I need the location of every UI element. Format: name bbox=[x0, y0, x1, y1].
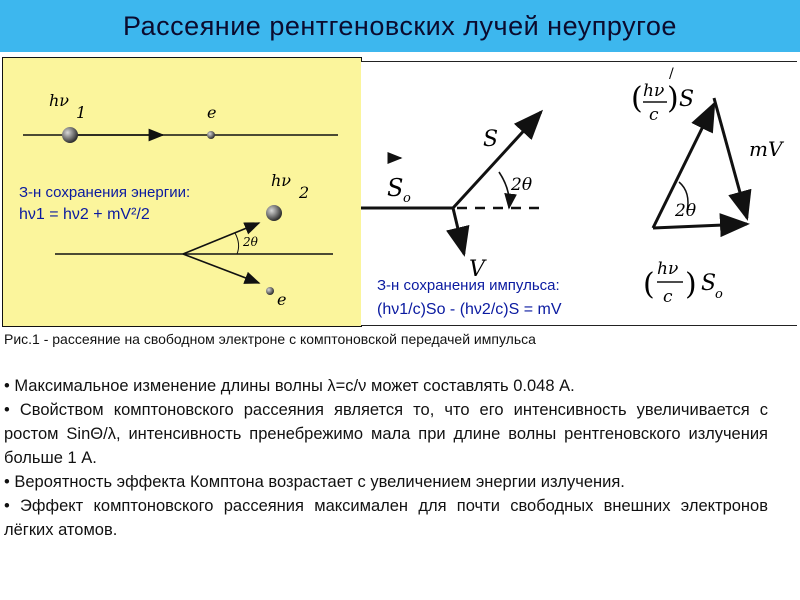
bullet-list bbox=[4, 374, 768, 542]
energy-conservation-law bbox=[19, 182, 190, 226]
bullet-item: • Эффект комптоновского рассеяния максимален для почти свободных внешних электронов лёгких атомов. bbox=[4, 497, 768, 539]
top-c: c bbox=[649, 105, 659, 125]
photon-in-label: hν bbox=[49, 91, 70, 110]
title-bar bbox=[0, 0, 800, 52]
top-paren-close: ) bbox=[667, 81, 679, 116]
top-paren-open: ( bbox=[631, 81, 643, 116]
v-vector-arrow bbox=[453, 208, 464, 254]
s0-sub: o bbox=[403, 191, 411, 206]
photon-in-sub: 1 bbox=[76, 103, 87, 122]
collision-diagram-panel bbox=[2, 57, 362, 327]
angle-label: 2θ bbox=[243, 235, 258, 249]
top-prime: / bbox=[669, 66, 674, 82]
angle-arc bbox=[235, 233, 239, 254]
bullet-item: • Вероятность эффекта Комптона возрастает с увеличением энергии излучения. bbox=[4, 473, 625, 491]
electron-out-label: e bbox=[277, 290, 287, 309]
momentum-law-title: З-н сохранения импульса: bbox=[377, 277, 560, 294]
top-s: S bbox=[679, 87, 695, 112]
angle-arc-arrow bbox=[499, 172, 509, 208]
bottom-paren-close: ) bbox=[685, 267, 697, 302]
vector-triangle-panel bbox=[629, 62, 797, 327]
vector-triangle-diagram bbox=[629, 62, 797, 327]
momentum-law-formula: (hν1/c)So - (hν2/c)S = mV bbox=[377, 301, 562, 318]
bottom-paren-open: ( bbox=[643, 267, 655, 302]
bottom-s-sub: o bbox=[715, 287, 723, 302]
electron-out-ball bbox=[266, 287, 274, 295]
bottom-hv: hν bbox=[657, 259, 679, 279]
momentum-vectors-panel bbox=[361, 62, 629, 325]
triangle-s0-side bbox=[653, 224, 747, 228]
bottom-s: S bbox=[701, 271, 717, 296]
energy-law-title: З-н сохранения энергии: bbox=[19, 184, 191, 201]
photon-in-ball bbox=[62, 127, 78, 143]
angle-label-right: 2θ bbox=[675, 201, 697, 221]
v-label: V bbox=[469, 257, 485, 282]
bullet-item: • Максимальное изменение длины волны λ=c/ν может составлять 0.048 А. bbox=[4, 377, 575, 395]
figure-caption: Рис.1 - рассеяние на свободном электроне с комптоновской передачей импульса bbox=[4, 331, 536, 347]
momentum-conservation-law bbox=[377, 274, 562, 322]
angle-label-mid: 2θ bbox=[511, 175, 533, 195]
slide-title: Рассеяние рентгеновских лучей неупругое bbox=[123, 10, 677, 41]
photon-out-ball bbox=[266, 205, 282, 221]
mv-label: mV bbox=[749, 137, 783, 161]
electron-at-rest bbox=[207, 131, 215, 139]
energy-law-formula: hν1 = hν2 + mV²/2 bbox=[19, 206, 150, 223]
bullet-item: • Свойством комптоновского рассеяния является то, что его интенсивность увеличивается с ростом SinΘ/λ, интенсивность пренебрежимо мала при длине волны рентгеновского излучения больше 1 А. bbox=[4, 401, 768, 467]
photon-out-sub: 2 bbox=[299, 183, 310, 202]
s0-label: S bbox=[387, 174, 404, 202]
electron-in-label: e bbox=[207, 103, 217, 122]
recoil-electron-arrow bbox=[183, 254, 259, 283]
triangle-mv-side bbox=[714, 98, 747, 218]
bottom-c: c bbox=[663, 287, 673, 307]
top-hv: hν bbox=[643, 81, 665, 101]
photon-out-label: hν bbox=[271, 171, 292, 190]
s-label: S bbox=[483, 127, 499, 152]
